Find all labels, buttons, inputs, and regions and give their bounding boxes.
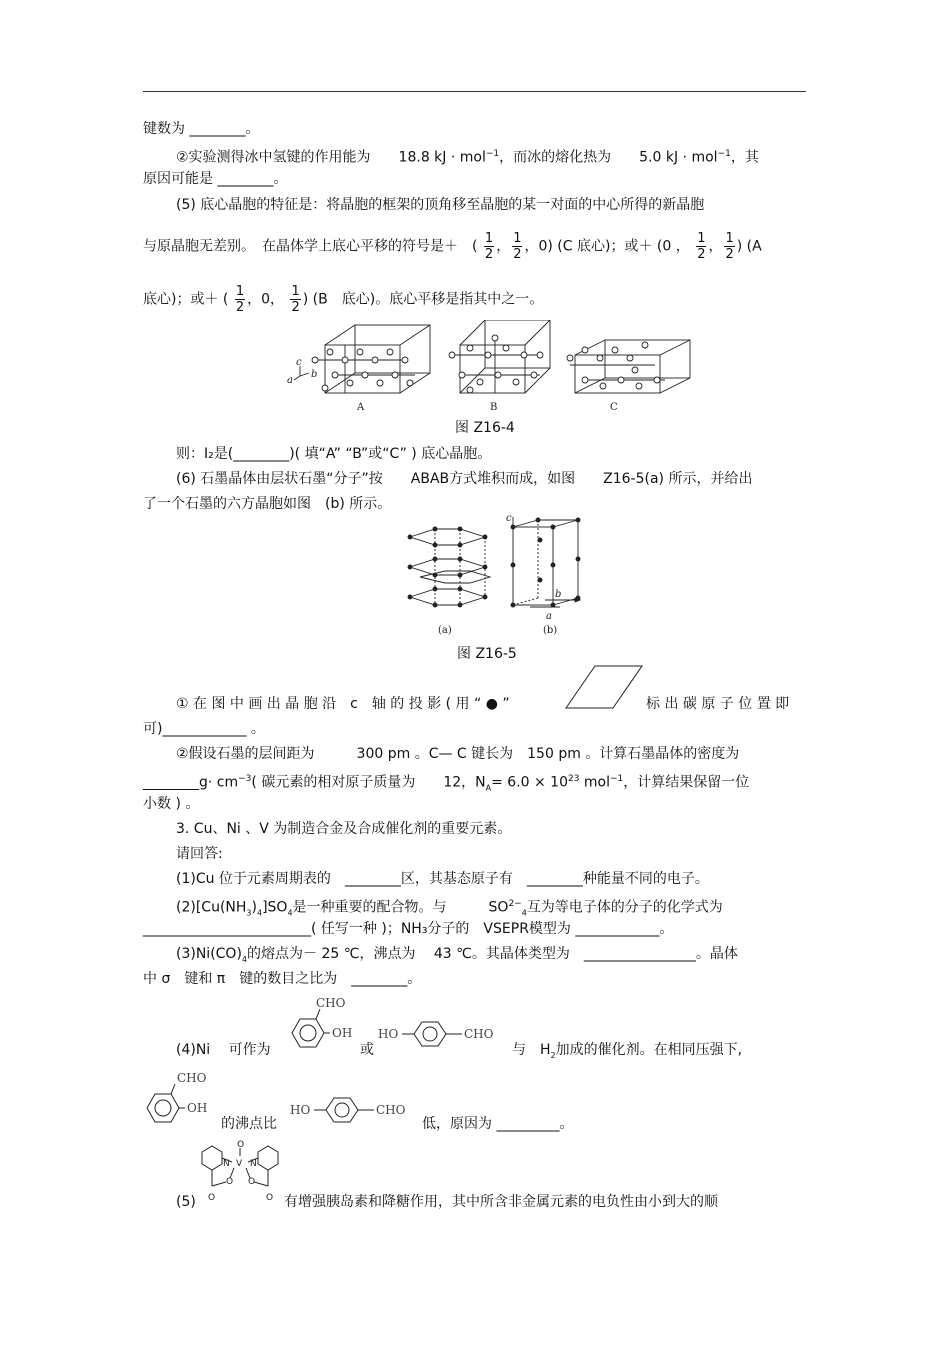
text-line: 中 σ 键和 π 键的数目之比为 ________。: [143, 971, 422, 987]
header-rule: [143, 91, 806, 92]
text-line: 标 出 碳 原 子 位 置 即: [646, 696, 790, 712]
oh-label: OH: [187, 1101, 208, 1115]
text-line: ① 在 图 中 画 出 晶 胞 沿 c 轴 的 投 影 ( 用 “ ● ”: [176, 696, 510, 712]
axis-c-label: c: [296, 357, 302, 368]
text-line: 低，原因为 _________。: [422, 1116, 574, 1132]
cho-label: CHO: [464, 1027, 494, 1041]
vanadium-complex-structure: [196, 1138, 284, 1210]
o-label: O: [248, 1177, 256, 1187]
cell-C: [567, 340, 690, 413]
o-label: O: [208, 1193, 216, 1203]
cell-A: [287, 325, 430, 413]
text-line: 原因可能是 ________。: [143, 171, 288, 187]
axis-a-label: a: [287, 375, 293, 386]
text-line: 则：I₂是(________)( 填“A” “B”或“C” ) 底心晶胞。: [176, 446, 492, 462]
text-line: ②实验测得冰中氢键的作用能为 18.8 kJ · mol$^{-1}$，而冰的熔化热为 5.0 kJ · mol$^{-1}$，其: [176, 149, 759, 166]
hexagonal-cell: [506, 515, 580, 636]
fraction: $\frac{1}{2}$: [291, 284, 300, 315]
figure-caption: 图 Z16-5: [457, 646, 517, 662]
text-line: ________________________( 任写一种 )；NH₃分子的 VSEPR模型为 ____________。: [143, 921, 674, 937]
text-line: $(3)Ni(CO)_4$的熔点为－ 25 ℃，沸点为 43 ℃。其晶体类型为 ________________。晶体: [176, 946, 738, 964]
text-line: ②假设石墨的层间距为 300 pm 。C— C 键长为 150 pm 。计算石墨晶体的密度为: [176, 746, 740, 762]
salicylaldehyde-structure: [143, 1068, 223, 1128]
p-hydroxybenzaldehyde-structure: [378, 1018, 508, 1058]
axis-c-label: c: [506, 515, 512, 524]
ho-label: HO: [378, 1027, 399, 1041]
cho-label: CHO: [177, 1071, 207, 1085]
subfig-label-b: (b): [543, 625, 558, 636]
oh-label: OH: [332, 1026, 353, 1040]
text-line: 请回答:: [176, 846, 223, 862]
text-line: (5) 底心晶胞的特征是：将晶胞的框架的顶角移至晶胞的某一对面的中心所得的新晶胞: [176, 197, 705, 213]
o-label: O: [237, 1140, 245, 1150]
text-line: 键数为 ________。: [143, 121, 260, 137]
n-label: N: [223, 1159, 230, 1169]
text-line: (4)Ni 可作为: [176, 1042, 271, 1058]
text-line: 底心)；或＋ ( $\frac{1}{2}$ ，0， $\frac{1}{2}$ ) (B 底心)。底心平移是指其中之一。: [143, 284, 544, 315]
cell-B: [449, 320, 550, 413]
figure-caption: 图 Z16-4: [455, 420, 515, 436]
p-hydroxybenzaldehyde-structure: [290, 1094, 420, 1134]
axis-a-label: a: [546, 611, 552, 622]
text-or: 或: [360, 1042, 374, 1058]
text-line: ________g· $cm^{-3}$( 碳元素的相对原子质量为 12，$N_A= 6.0 \times 10^{23}$ mol$^{-1}$，计算结果保留一位: [143, 774, 750, 793]
fraction: $\frac{1}{2}$: [697, 231, 706, 262]
o-label: O: [266, 1193, 274, 1203]
cho-label: CHO: [316, 996, 346, 1010]
n-label: N: [250, 1159, 257, 1169]
fraction: $\frac{1}{2}$: [725, 231, 734, 262]
fraction: $\frac{1}{2}$: [513, 231, 522, 262]
axis-b-label: b: [555, 589, 562, 600]
text-line: $(2)[Cu(NH_3)_4]SO_4$是一种重要的配合物。与 $SO^{2-}_4$互为等电子体的分子的化学式为: [176, 899, 723, 918]
cell-label-C: C: [610, 402, 618, 413]
text-line: 可)____________ 。: [143, 721, 265, 737]
salicylaldehyde-structure: [280, 995, 360, 1055]
figure-z16-4: [285, 320, 705, 415]
text-line: (6) 石墨晶体由层状石墨“分子”按 ABAB方式堆积而成，如图 Z16-5(a) 所示，并给出: [176, 471, 753, 487]
o-label: O: [226, 1177, 234, 1187]
figure-z16-5: [400, 515, 590, 640]
text-line: 有增强胰岛素和降糖作用，其中所含非金属元素的电负性由小到大的顺: [284, 1194, 718, 1210]
graphite-layers: [408, 527, 490, 636]
cell-label-A: A: [357, 402, 365, 413]
text-line: (5): [176, 1194, 196, 1210]
text-line: 与 $H_2$加成的催化剂。在相同压强下,: [512, 1042, 743, 1060]
cell-label-B: B: [490, 402, 498, 413]
rhombus-projection-icon: [565, 664, 643, 710]
text-line: 小数 ) 。: [143, 796, 200, 812]
text-line: 了一个石墨的六方晶胞如图 (b) 所示。: [143, 496, 392, 512]
fraction: $\frac{1}{2}$: [484, 231, 494, 262]
text-line: 与原晶胞无差别。 在晶体学上底心平移的符号是＋ ( $\frac{1}{2}$ ， $\frac{1}{2}$ ，0) (C 底心)；或＋ (0 ， $\frac{1}{2}$ ， $\frac{1}{2}$ ) (A: [143, 231, 762, 262]
text-line: 的沸点比: [221, 1116, 277, 1132]
ho-label: HO: [290, 1103, 311, 1117]
text-line: 3. Cu、Ni 、V 为制造合金及合成催化剂的重要元素。: [176, 821, 512, 837]
fraction: $\frac{1}{2}$: [235, 284, 245, 315]
subfig-label-a: (a): [438, 625, 452, 636]
text-line: (1)Cu 位于元素周期表的 ________区，其基态原子有 ________种能量不同的电子。: [176, 871, 709, 887]
v-label: V: [236, 1159, 243, 1169]
cho-label: CHO: [376, 1103, 406, 1117]
axis-b-label: b: [311, 369, 318, 380]
